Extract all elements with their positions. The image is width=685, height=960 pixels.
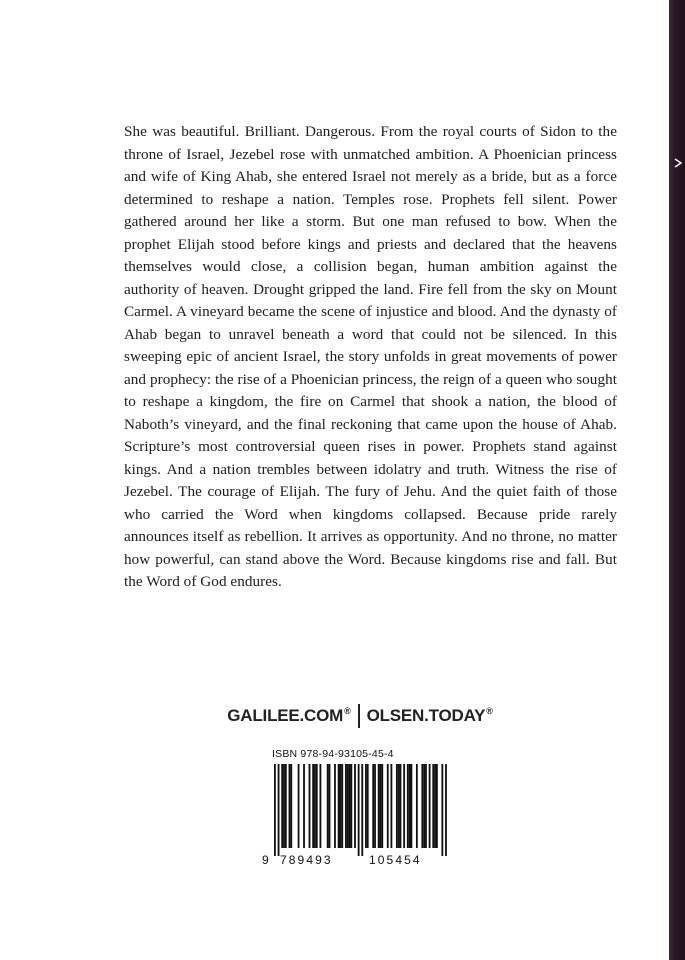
barcode-bar	[387, 764, 389, 848]
publisher-name-left: GALILEE.COM®	[227, 706, 351, 725]
barcode-bar	[416, 764, 418, 848]
barcode-bar	[285, 764, 287, 848]
barcode-bar	[338, 764, 340, 848]
barcode-bar	[358, 764, 360, 856]
barcode-bar	[327, 764, 329, 848]
barcode-bar	[365, 764, 367, 848]
isbn-barcode	[262, 748, 462, 868]
barcode-bar	[312, 764, 314, 848]
barcode-bar	[320, 764, 322, 848]
barcode-bar	[334, 764, 336, 848]
barcode-bar	[432, 764, 434, 848]
barcode-bar	[367, 764, 369, 848]
barcode-bar	[347, 764, 349, 848]
barcode-bar	[378, 764, 380, 848]
barcode-bar	[374, 764, 376, 848]
barcode-icon	[262, 762, 462, 858]
blurb-paragraph: She was beautiful. Brilliant. Dangerous. From the royal courts of Sidon to the throne of Israel, Jezebel rose with unmatched ambition. A Phoenician princess and wife of King Ahab, she entered Israel not merely as a bride, but as a force determined to reshape a nation. Temples rose. Prophets fell silent. Power gathered around her like a storm. But one man refused to bow. When the prophet Elijah stood before kings and priests and declared that the heavens themselves would close, a collision began, human ambition against the authority of heaven. Drought gripped the land. Fire fell from the sky on Mount Carmel. A vineyard became the scene of injustice and blood. And the dynasty of Ahab began to unravel beneath a word that could not be silenced. In this sweeping epic of ancient Israel, the story unfolds in great movements of power and prophecy: the rise of a Phoenician princess, the reign of a queen who sought to reshape a kingdom, the fire on Carmel that shook a nation, the blood of Naboth’s vineyard, and the final reckoning that came upon the house of Ahab. Scripture’s most controversial queen rises in power. Prophets stand against kings. And a nation trembles between idolatry and truth. Witness the rise of Jezebel. The courage of Elijah. The fury of Jehu. And the quiet faith of those who carried the Word when kingdoms collapsed. Because pride rarely announces itself as rebellion. It arrives as opportunity. And no throne, no matter how powerful, can stand above the Word. Because kingdoms rise and fall. But the Word of God endures.	[124, 123, 617, 590]
barcode-digits-left: 789493	[280, 853, 333, 867]
barcode-bar	[380, 764, 382, 848]
barcode-bar	[314, 764, 316, 848]
barcode-digits-right: 105454	[369, 853, 422, 867]
barcode-bar	[274, 764, 276, 856]
back-cover-blurb	[124, 121, 617, 594]
barcode-bar	[349, 764, 351, 848]
barcode-bar	[278, 764, 280, 856]
barcode-bar	[390, 764, 392, 848]
barcode-bar	[441, 764, 443, 856]
book-spine-edge	[669, 0, 685, 960]
registered-mark: ®	[486, 706, 493, 717]
barcode-bar	[445, 764, 447, 856]
barcode-bar	[290, 764, 292, 848]
publisher-line	[200, 703, 520, 729]
barcode-bar	[409, 764, 411, 848]
barcode-bar	[298, 764, 300, 848]
barcode-bar	[411, 764, 413, 848]
barcode-bar	[316, 764, 318, 848]
barcode-bar	[354, 764, 356, 848]
barcode-bar	[407, 764, 409, 848]
isbn-label: ISBN 978-94-93105-45-4	[272, 748, 394, 760]
barcode-bar	[423, 764, 425, 848]
barcode-bar	[281, 764, 283, 848]
barcode-bar	[429, 764, 431, 848]
barcode-bar	[289, 764, 291, 848]
barcode-bar	[436, 764, 438, 848]
publisher-divider	[358, 704, 360, 728]
barcode-bar	[425, 764, 427, 848]
publisher-name-right: OLSEN.TODAY®	[366, 706, 493, 725]
spine-mark-icon	[674, 158, 682, 168]
barcode-bar	[398, 764, 400, 848]
barcode-bar	[372, 764, 374, 848]
barcode-bar	[341, 764, 343, 848]
barcode-bar	[309, 764, 311, 848]
barcode-bar	[329, 764, 331, 848]
barcode-bar	[350, 764, 352, 848]
barcode-bar	[434, 764, 436, 848]
barcode-bar	[396, 764, 398, 848]
registered-mark: ®	[344, 706, 351, 717]
barcode-digit-first: 9	[262, 853, 271, 867]
barcode-bar	[421, 764, 423, 848]
barcode-bar	[381, 764, 383, 848]
barcode-bar	[340, 764, 342, 848]
barcode-bar	[403, 764, 405, 848]
barcode-bar	[303, 764, 305, 848]
barcode-bar	[345, 764, 347, 848]
barcode-bar	[400, 764, 402, 848]
barcode-bar	[283, 764, 285, 848]
barcode-bar	[361, 764, 363, 856]
